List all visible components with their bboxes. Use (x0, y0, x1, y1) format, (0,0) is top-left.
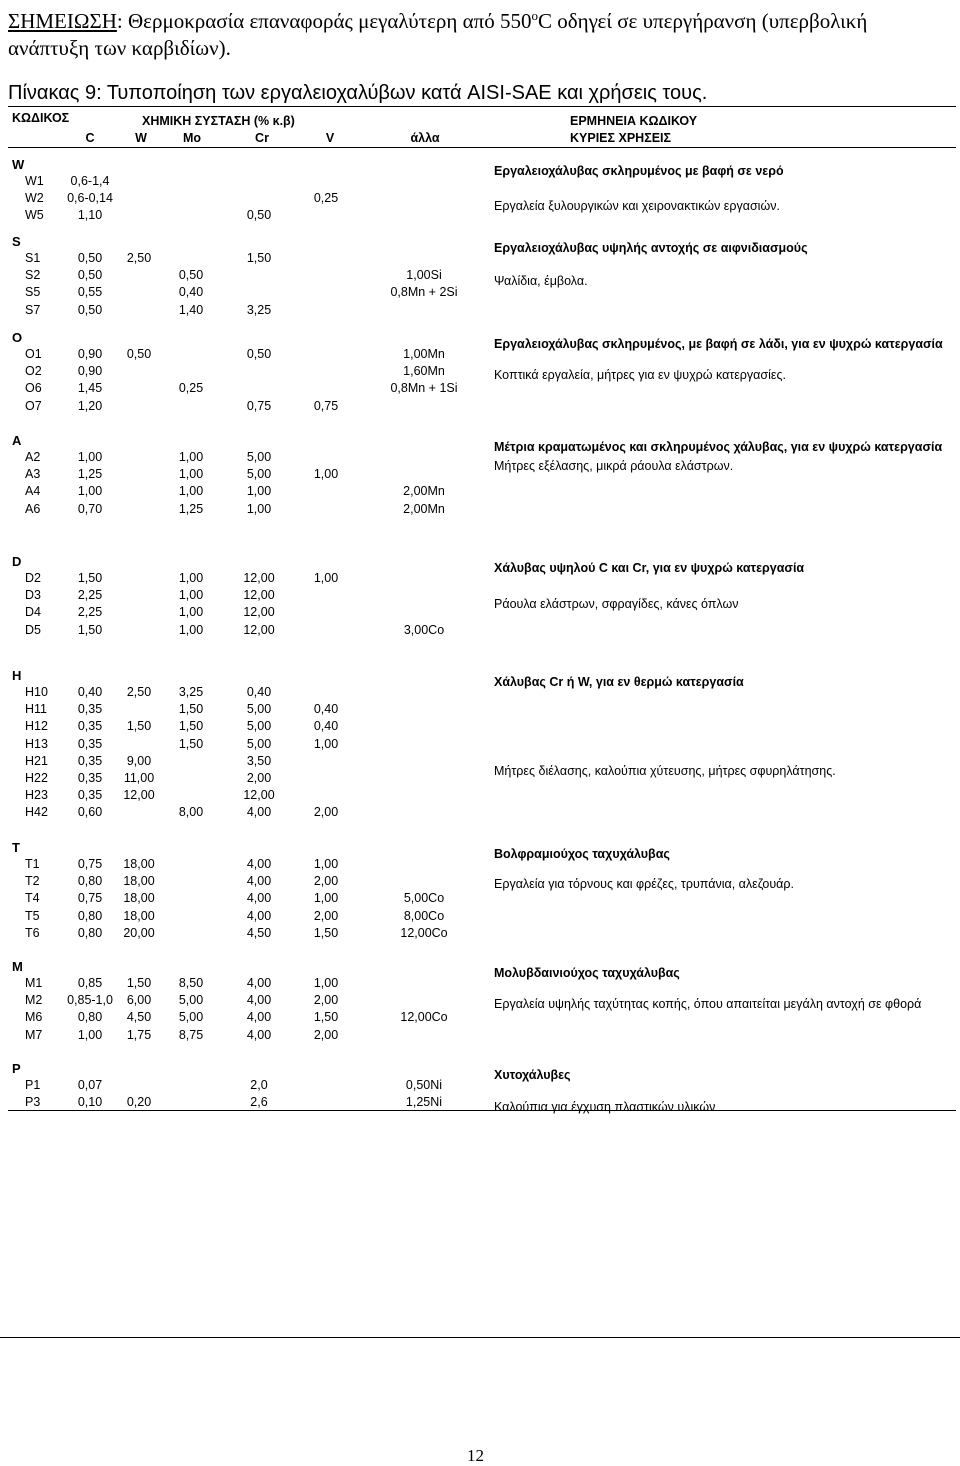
cell-code: H23 (25, 788, 48, 802)
cell-cr: 2,0 (250, 1078, 268, 1092)
cell-code: O6 (25, 381, 42, 395)
cell-v: 2,00 (313, 1028, 339, 1042)
cell-c: 0,90 (77, 364, 103, 378)
cell-c: 0,80 (77, 1010, 103, 1024)
cell-code: D3 (25, 588, 41, 602)
group-letter: D (12, 554, 22, 569)
cell-c: 1,00 (77, 1028, 103, 1042)
cell-v: 2,00 (313, 805, 339, 819)
group-letter: S (12, 234, 21, 249)
group-letter: A (12, 433, 22, 448)
cell-c: 0,85 (77, 976, 103, 990)
cell-w: 11,00 (123, 771, 155, 785)
group-uses: Εργαλεία για τόρνους και φρέζες, τρυπάνια, αλεζουάρ. (494, 877, 794, 891)
cell-code: O1 (25, 347, 42, 361)
cell-code: H11 (25, 702, 48, 716)
header-c: C (85, 131, 95, 145)
cell-other: 1,60Mn (403, 364, 445, 378)
group-uses: Μήτρες διέλασης, καλούπια χύτευσης, μήτρες σφυρηλάτησης. (494, 764, 836, 778)
header-other: άλλα (410, 131, 440, 145)
cell-mo: 1,00 (178, 588, 204, 602)
cell-code: A2 (25, 450, 41, 464)
group-letter: O (12, 330, 23, 345)
cell-cr: 2,6 (250, 1095, 268, 1109)
cell-v: 1,00 (313, 857, 339, 871)
group-meaning: Βολφραμιούχος ταχυχάλυβας (494, 847, 670, 861)
cell-c: 1,50 (77, 571, 103, 585)
group-letter: M (12, 959, 23, 974)
cell-mo: 1,00 (178, 605, 204, 619)
header-rule (8, 147, 956, 148)
cell-v: 1,00 (313, 976, 339, 990)
cell-code: D5 (25, 623, 41, 637)
cell-c: 0,35 (77, 788, 103, 802)
cell-w: 1,50 (126, 976, 152, 990)
cell-v: 1,50 (313, 926, 339, 940)
cell-cr: 4,00 (246, 891, 272, 905)
cell-v: 0,40 (313, 719, 339, 733)
cell-other: 1,00Si (406, 268, 442, 282)
cell-other: 12,00Co (400, 1010, 448, 1024)
header-code: ΚΩΔΙΚΟΣ (12, 111, 70, 125)
cell-cr: 4,00 (246, 1028, 272, 1042)
cell-cr: 0,40 (246, 685, 272, 699)
cell-cr: 0,75 (246, 399, 272, 413)
cell-cr: 12,00 (243, 588, 275, 602)
cell-c: 0,75 (77, 891, 103, 905)
cell-c: 0,50 (77, 251, 103, 265)
cell-c: 1,50 (77, 623, 103, 637)
cell-cr: 12,00 (243, 788, 275, 802)
cell-c: 0,50 (77, 268, 103, 282)
cell-mo: 1,00 (178, 450, 204, 464)
cell-mo: 1,50 (178, 719, 204, 733)
header-w: W (135, 131, 147, 145)
cell-code: S5 (25, 285, 41, 299)
cell-w: 1,75 (126, 1028, 152, 1042)
cell-cr: 2,00 (246, 771, 272, 785)
group-uses: Καλούπια για έγχυση πλαστικών υλικών (494, 1100, 716, 1114)
group-meaning: Μολυβδαινιούχος ταχυχάλυβας (494, 966, 680, 980)
cell-code: H13 (25, 737, 48, 751)
cell-c: 0,40 (77, 685, 103, 699)
cell-mo: 1,50 (178, 702, 204, 716)
cell-v: 0,75 (313, 399, 339, 413)
cell-code: H22 (25, 771, 48, 785)
cell-mo: 3,25 (178, 685, 204, 699)
cell-w: 0,20 (126, 1095, 152, 1109)
cell-w: 18,00 (123, 891, 155, 905)
note-text-after: C οδηγεί σε υπεργήρανση (υπερβολική ανάπτυξη των καρβιδίων). (8, 9, 868, 60)
header-meaning: ΕΡΜΗΝΕΙΑ ΚΩΔΙΚΟΥ (570, 114, 698, 128)
cell-mo: 5,00 (178, 993, 204, 1007)
cell-mo: 1,00 (178, 623, 204, 637)
group-meaning: Εργαλειοχάλυβας υψηλής αντοχής σε αιφνιδιασμούς (494, 241, 808, 255)
group-meaning: Χυτοχάλυβες (494, 1068, 571, 1082)
cell-c: 2,25 (77, 588, 103, 602)
cell-c: 0,6-1,4 (70, 174, 110, 188)
cell-other: 0,8Mn + 2Si (390, 285, 458, 299)
cell-code: D2 (25, 571, 41, 585)
cell-mo: 1,40 (178, 303, 204, 317)
group-meaning: Χάλυβας υψηλού C και Cr, για εν ψυχρώ κατεργασία (494, 561, 805, 575)
cell-c: 0,80 (77, 926, 103, 940)
cell-cr: 4,00 (246, 805, 272, 819)
cell-other: 1,25Ni (405, 1095, 443, 1109)
cell-v: 0,25 (313, 191, 339, 205)
cell-other: 1,00Mn (403, 347, 445, 361)
cell-other: 8,00Co (403, 909, 445, 923)
cell-cr: 5,00 (246, 450, 272, 464)
cell-other: 12,00Co (400, 926, 448, 940)
cell-c: 1,00 (77, 484, 103, 498)
cell-code: O2 (25, 364, 42, 378)
cell-w: 18,00 (123, 874, 155, 888)
cell-cr: 4,00 (246, 993, 272, 1007)
cell-code: H10 (25, 685, 48, 699)
cell-code: W1 (25, 174, 44, 188)
cell-c: 0,90 (77, 347, 103, 361)
cell-cr: 1,50 (246, 251, 272, 265)
cell-w: 20,00 (123, 926, 155, 940)
cell-code: T6 (25, 926, 40, 940)
cell-mo: 1,50 (178, 737, 204, 751)
cell-cr: 0,50 (246, 347, 272, 361)
cell-cr: 1,00 (246, 502, 272, 516)
footer-rule (0, 1337, 960, 1338)
cell-other: 5,00Co (403, 891, 445, 905)
cell-c: 0,70 (77, 502, 103, 516)
cell-cr: 5,00 (246, 702, 272, 716)
header-cr: Cr (255, 131, 269, 145)
cell-c: 0,80 (77, 874, 103, 888)
group-letter: H (12, 668, 22, 683)
note-text-before: : Θερμοκρασία επαναφοράς μεγαλύτερη από 550 (116, 9, 532, 33)
header-mo: Mo (182, 131, 202, 145)
cell-cr: 5,00 (246, 737, 272, 751)
cell-code: M1 (25, 976, 43, 990)
cell-cr: 0,50 (246, 208, 272, 222)
cell-c: 0,07 (77, 1078, 103, 1092)
page-number: 12 (467, 1446, 484, 1465)
cell-code: M6 (25, 1010, 43, 1024)
cell-c: 1,45 (77, 381, 103, 395)
cell-w: 9,00 (126, 754, 152, 768)
cell-c: 2,25 (77, 605, 103, 619)
cell-w: 2,50 (126, 685, 152, 699)
cell-mo: 5,00 (178, 1010, 204, 1024)
cell-code: W5 (25, 208, 44, 222)
cell-c: 0,10 (77, 1095, 103, 1109)
cell-cr: 4,00 (246, 857, 272, 871)
cell-mo: 1,00 (178, 467, 204, 481)
cell-c: 0,50 (77, 303, 103, 317)
cell-c: 0,80 (77, 909, 103, 923)
cell-code: P1 (25, 1078, 41, 1092)
cell-mo: 1,00 (178, 484, 204, 498)
note-label: ΣΗΜΕΙΩΣΗ (8, 9, 117, 33)
cell-w: 18,00 (123, 857, 155, 871)
cell-v: 1,00 (313, 737, 339, 751)
cell-code: T4 (25, 891, 40, 905)
group-uses: Ψαλίδια, έμβολα. (494, 274, 588, 288)
cell-cr: 3,50 (246, 754, 272, 768)
cell-v: 2,00 (313, 993, 339, 1007)
header-composition: ΧΗΜΙΚΗ ΣΥΣΤΑΣΗ (% κ.β) (142, 114, 295, 128)
cell-c: 0,35 (77, 771, 103, 785)
group-letter: T (12, 840, 20, 855)
cell-w: 18,00 (123, 909, 155, 923)
cell-w: 1,50 (126, 719, 152, 733)
cell-code: T5 (25, 909, 40, 923)
cell-cr: 12,00 (243, 605, 275, 619)
cell-mo: 8,00 (178, 805, 204, 819)
table-caption: Πίνακας 9: Τυποποίηση των εργαλειοχαλύβων κατά AISI-SAE και χρήσεις τους. (8, 82, 708, 104)
cell-c: 0,75 (77, 857, 103, 871)
cell-cr: 4,00 (246, 1010, 272, 1024)
header-v: V (325, 131, 335, 145)
cell-code: O7 (25, 399, 42, 413)
cell-v: 2,00 (313, 909, 339, 923)
group-letter: W (12, 157, 25, 172)
group-uses: Μήτρες εξέλασης, μικρά ράουλα ελάστρων. (494, 459, 734, 473)
cell-cr: 5,00 (246, 467, 272, 481)
cell-code: H21 (25, 754, 48, 768)
cell-cr: 4,00 (246, 909, 272, 923)
group-uses: Εργαλεία ξυλουργικών και χειρονακτικών εργασιών. (494, 199, 780, 213)
cell-w: 12,00 (123, 788, 155, 802)
cell-other: 3,00Co (403, 623, 445, 637)
cell-c: 1,25 (77, 467, 103, 481)
group-letter: P (12, 1061, 21, 1076)
cell-c: 0,85-1,0 (67, 993, 113, 1007)
group-meaning: Εργαλειοχάλυβας σκληρυμένος, με βαφή σε λάδι, για εν ψυχρώ κατεργασία (494, 337, 943, 351)
cell-mo: 1,25 (178, 502, 204, 516)
cell-other: 2,00Mn (403, 484, 445, 498)
cell-code: S2 (25, 268, 41, 282)
cell-cr: 5,00 (246, 719, 272, 733)
cell-c: 1,10 (77, 208, 103, 222)
cell-c: 0,35 (77, 702, 103, 716)
group-uses: Κοπτικά εργαλεία, μήτρες για εν ψυχρώ κατεργασίες. (494, 368, 786, 382)
cell-code: S1 (25, 251, 41, 265)
cell-v: 2,00 (313, 874, 339, 888)
cell-mo: 0,25 (178, 381, 204, 395)
group-meaning: Μέτρια κραματωμένος και σκληρυμένος χάλυβας, για εν ψυχρώ κατεργασία (494, 440, 943, 454)
cell-v: 1,50 (313, 1010, 339, 1024)
cell-v: 1,00 (313, 891, 339, 905)
cell-code: A6 (25, 502, 41, 516)
cell-w: 0,50 (126, 347, 152, 361)
group-meaning: Χάλυβας Cr ή W, για εν θερμώ κατεργασία (494, 675, 744, 689)
cell-mo: 1,00 (178, 571, 204, 585)
cell-c: 0,60 (77, 805, 103, 819)
cell-code: H42 (25, 805, 48, 819)
cell-mo: 8,50 (178, 976, 204, 990)
cell-code: A4 (25, 484, 41, 498)
cell-cr: 12,00 (243, 623, 275, 637)
cell-c: 0,55 (77, 285, 103, 299)
cell-c: 0,35 (77, 737, 103, 751)
cell-code: D4 (25, 605, 41, 619)
cell-code: M2 (25, 993, 43, 1007)
cell-v: 1,00 (313, 571, 339, 585)
header-uses: ΚΥΡΙΕΣ ΧΡΗΣΕΙΣ (570, 131, 672, 145)
cell-cr: 3,25 (246, 303, 272, 317)
cell-mo: 8,75 (178, 1028, 204, 1042)
cell-c: 0,35 (77, 719, 103, 733)
table-bottom-rule (8, 1110, 956, 1111)
cell-c: 0,35 (77, 754, 103, 768)
group-uses: Ράουλα ελάστρων, σφραγίδες, κάνες όπλων (494, 597, 739, 611)
cell-code: P3 (25, 1095, 41, 1109)
note-degree-sup: o (531, 8, 538, 23)
cell-cr: 4,00 (246, 976, 272, 990)
cell-code: H12 (25, 719, 48, 733)
cell-code: M7 (25, 1028, 43, 1042)
cell-cr: 1,00 (246, 484, 272, 498)
group-uses: Εργαλεία υψηλής ταχύτητας κοπής, όπου απαιτείται μεγάλη αντοχή σε φθορά (494, 997, 922, 1011)
cell-w: 4,50 (126, 1010, 152, 1024)
cell-code: T2 (25, 874, 40, 888)
cell-other: 0,50Ni (405, 1078, 443, 1092)
cell-code: T1 (25, 857, 40, 871)
cell-c: 1,00 (77, 450, 103, 464)
cell-code: A3 (25, 467, 41, 481)
cell-v: 1,00 (313, 467, 339, 481)
cell-other: 0,8Mn + 1Si (390, 381, 458, 395)
cell-code: S7 (25, 303, 41, 317)
cell-w: 6,00 (126, 993, 152, 1007)
cell-mo: 0,40 (178, 285, 204, 299)
cell-w: 2,50 (126, 251, 152, 265)
cell-cr: 4,50 (246, 926, 272, 940)
group-meaning: Εργαλειοχάλυβας σκληρυμένος με βαφή σε νερό (494, 164, 784, 178)
cell-mo: 0,50 (178, 268, 204, 282)
cell-other: 2,00Mn (403, 502, 445, 516)
note-paragraph (8, 2, 953, 62)
cell-c: 1,20 (77, 399, 103, 413)
cell-c: 0,6-0,14 (67, 191, 113, 205)
table-top-rule (8, 106, 956, 107)
cell-v: 0,40 (313, 702, 339, 716)
cell-code: W2 (25, 191, 44, 205)
cell-cr: 12,00 (243, 571, 275, 585)
cell-cr: 4,00 (246, 874, 272, 888)
